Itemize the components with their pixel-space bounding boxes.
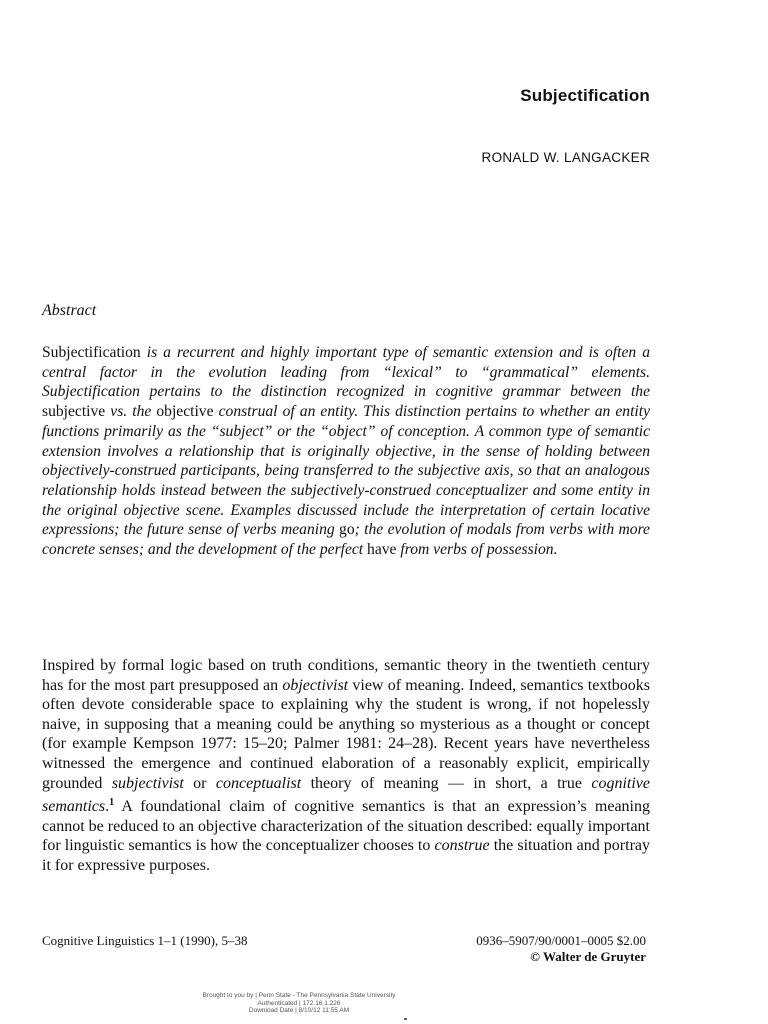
abstract-segment: Subjectification — [42, 344, 141, 361]
abstract-segment: vs. the — [105, 403, 157, 421]
copyright-notice: © Walter de Gruyter — [530, 949, 646, 964]
body-segment: . — [105, 798, 110, 816]
abstract-segment: objective — [156, 403, 214, 421]
abstract-segment: subjective — [42, 403, 106, 421]
download-line: Brought to you by | Penn State - The Pennsylvania State University — [202, 992, 396, 999]
abstract-heading: Abstract — [42, 302, 97, 319]
body-segment: the situation and portray it for expressive purposes. — [42, 837, 651, 874]
download-line: Download Date | 8/10/12 11:55 AM — [248, 1007, 350, 1014]
abstract-segment: construal of an entity. This distinction pertains to whether an entity functions primarily as the “subject” or the “object” of conception. A common type of semantic extension involves a relationship that is originally objective, in the sense of holding between objectively-construed participants, being transferred to the subjective axis, so that an analogous relationship holds instead between the subjectively-construed conceptualizer and some entity in the original objective scene. Examples discussed include the interpretation of certain locative expressions; the future sense of verbs meaning — [42, 403, 650, 539]
article-title: Subjectification — [520, 86, 650, 105]
journal-citation: Cognitive Linguistics 1–1 (1990), 5–38 — [42, 933, 248, 948]
body-segment: subjectivist — [111, 774, 184, 792]
abstract-segment: have — [367, 541, 397, 559]
author-name: RONALD W. LANGACKER — [481, 150, 650, 165]
issn-price: 0936–5907/90/0001–0005 $2.00 — [476, 933, 646, 948]
body-paragraph — [42, 656, 650, 876]
abstract-segment: go — [339, 521, 355, 539]
body-segment: theory of meaning — in short, a true — [301, 774, 592, 792]
body-segment: objectivist — [282, 676, 349, 694]
abstract-segment: is a recurrent and highly important type of semantic extension and is often a central factor in the evolution leading from “lexical” to “grammatical” elements. Subjectification pertains to the distinction recognized in cognitive grammar between the — [42, 344, 650, 401]
abstract-segment: ; the evolution of modals from verbs with more concrete senses; and the development of the perfect — [42, 521, 650, 559]
body-segment: Inspired by formal logic based on truth conditions, semantic theory in the twentieth century has for the most part presupposed an — [42, 657, 650, 694]
download-line: Authenticated | 172.16.1.226 — [257, 999, 341, 1007]
body-segment: or — [183, 774, 216, 792]
footnote-marker: 1 — [109, 797, 115, 809]
body-segment: cognitive semantics — [42, 774, 650, 816]
body-segment: A foundational claim of cognitive semantics is that an expression’s meaning cannot be reduced to an objective characterization of the situation described: equally important for linguistic semantics is how the conceptualizer chooses to — [42, 798, 650, 855]
page-mark — [404, 1018, 407, 1020]
body-segment: construe — [434, 837, 490, 855]
abstract-text — [42, 343, 650, 560]
download-notice — [0, 992, 598, 1015]
publication-info — [476, 933, 646, 965]
body-segment: conceptualist — [215, 774, 302, 792]
abstract-segment: from verbs of possession. — [396, 541, 558, 559]
body-segment: view of meaning. Indeed, semantics textbooks often devote considerable space to explaining why the student is wrong, if not hopelessly naive, in supposing that a meaning could be anything so mysterious as a thought or concept (for example Kempson 1977: 15–20; Palmer 1981: 24–28). Recent years have nevertheless witnessed the emergence and continued elaboration of a reasonably explicit, empirically grounded — [42, 676, 650, 792]
